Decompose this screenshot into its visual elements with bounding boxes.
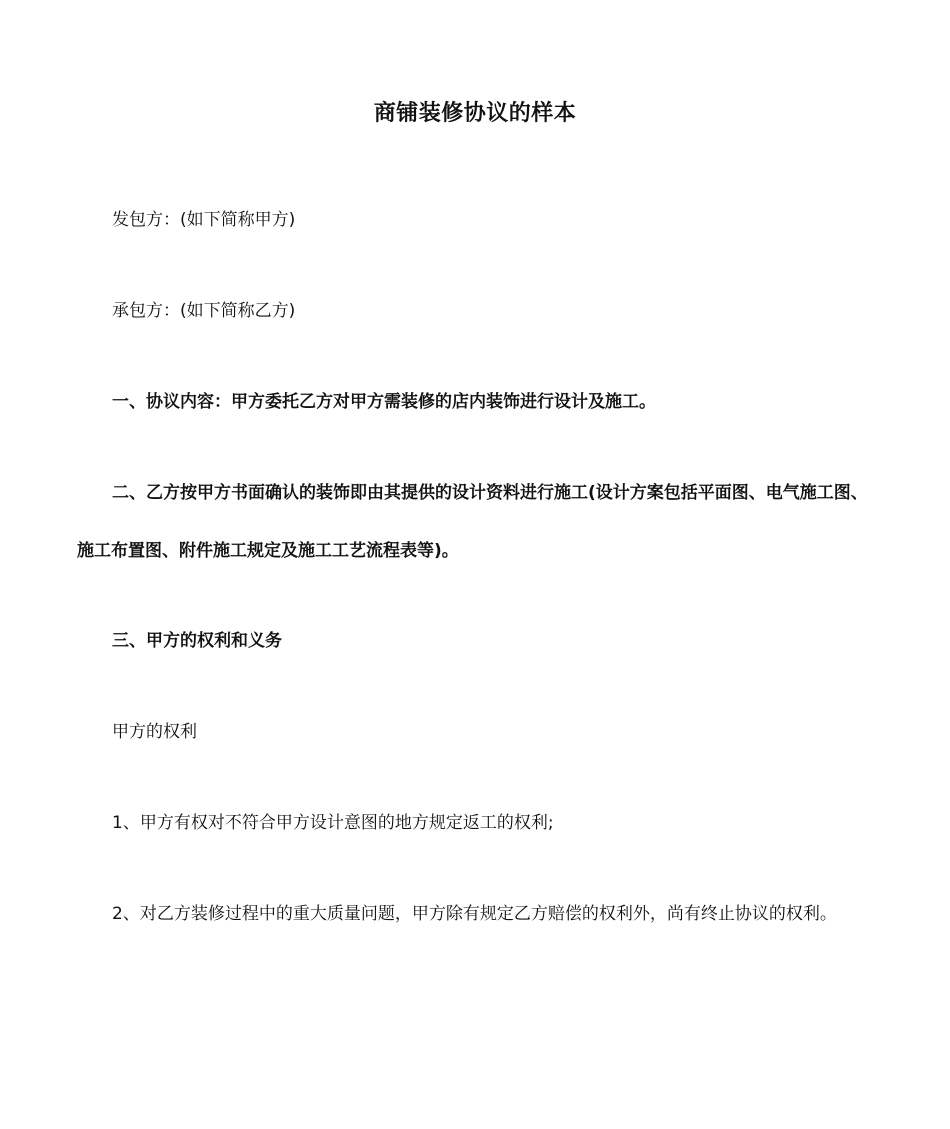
paragraph-right-2: 2、对乙方装修过程中的重大质量问题，甲方除有规定乙方赔偿的权利外，尚有终止协议的权利。	[112, 904, 837, 924]
paragraph-rights-heading: 甲方的权利	[112, 722, 197, 742]
document-title: 商铺装修协议的样本	[373, 101, 577, 126]
paragraph-section-1: 一、协议内容：甲方委托乙方对甲方需装修的店内装饰进行设计及施工。	[112, 392, 656, 412]
paragraph-contractor: 发包方：(如下简称甲方)	[112, 210, 296, 230]
paragraph-subcontractor: 承包方：(如下简称乙方)	[112, 301, 296, 321]
paragraph-section-2: 二、乙方按甲方书面确认的装饰即由其提供的设计资料进行施工(设计方案包括平面图、电气施工图、施工布置图、附件施工规定及施工工艺流程表等)。	[77, 483, 868, 561]
paragraph-section-3-heading: 三、甲方的权利和义务	[112, 631, 282, 651]
paragraph-right-1: 1、甲方有权对不符合甲方设计意图的地方规定返工的权利;	[112, 813, 554, 833]
